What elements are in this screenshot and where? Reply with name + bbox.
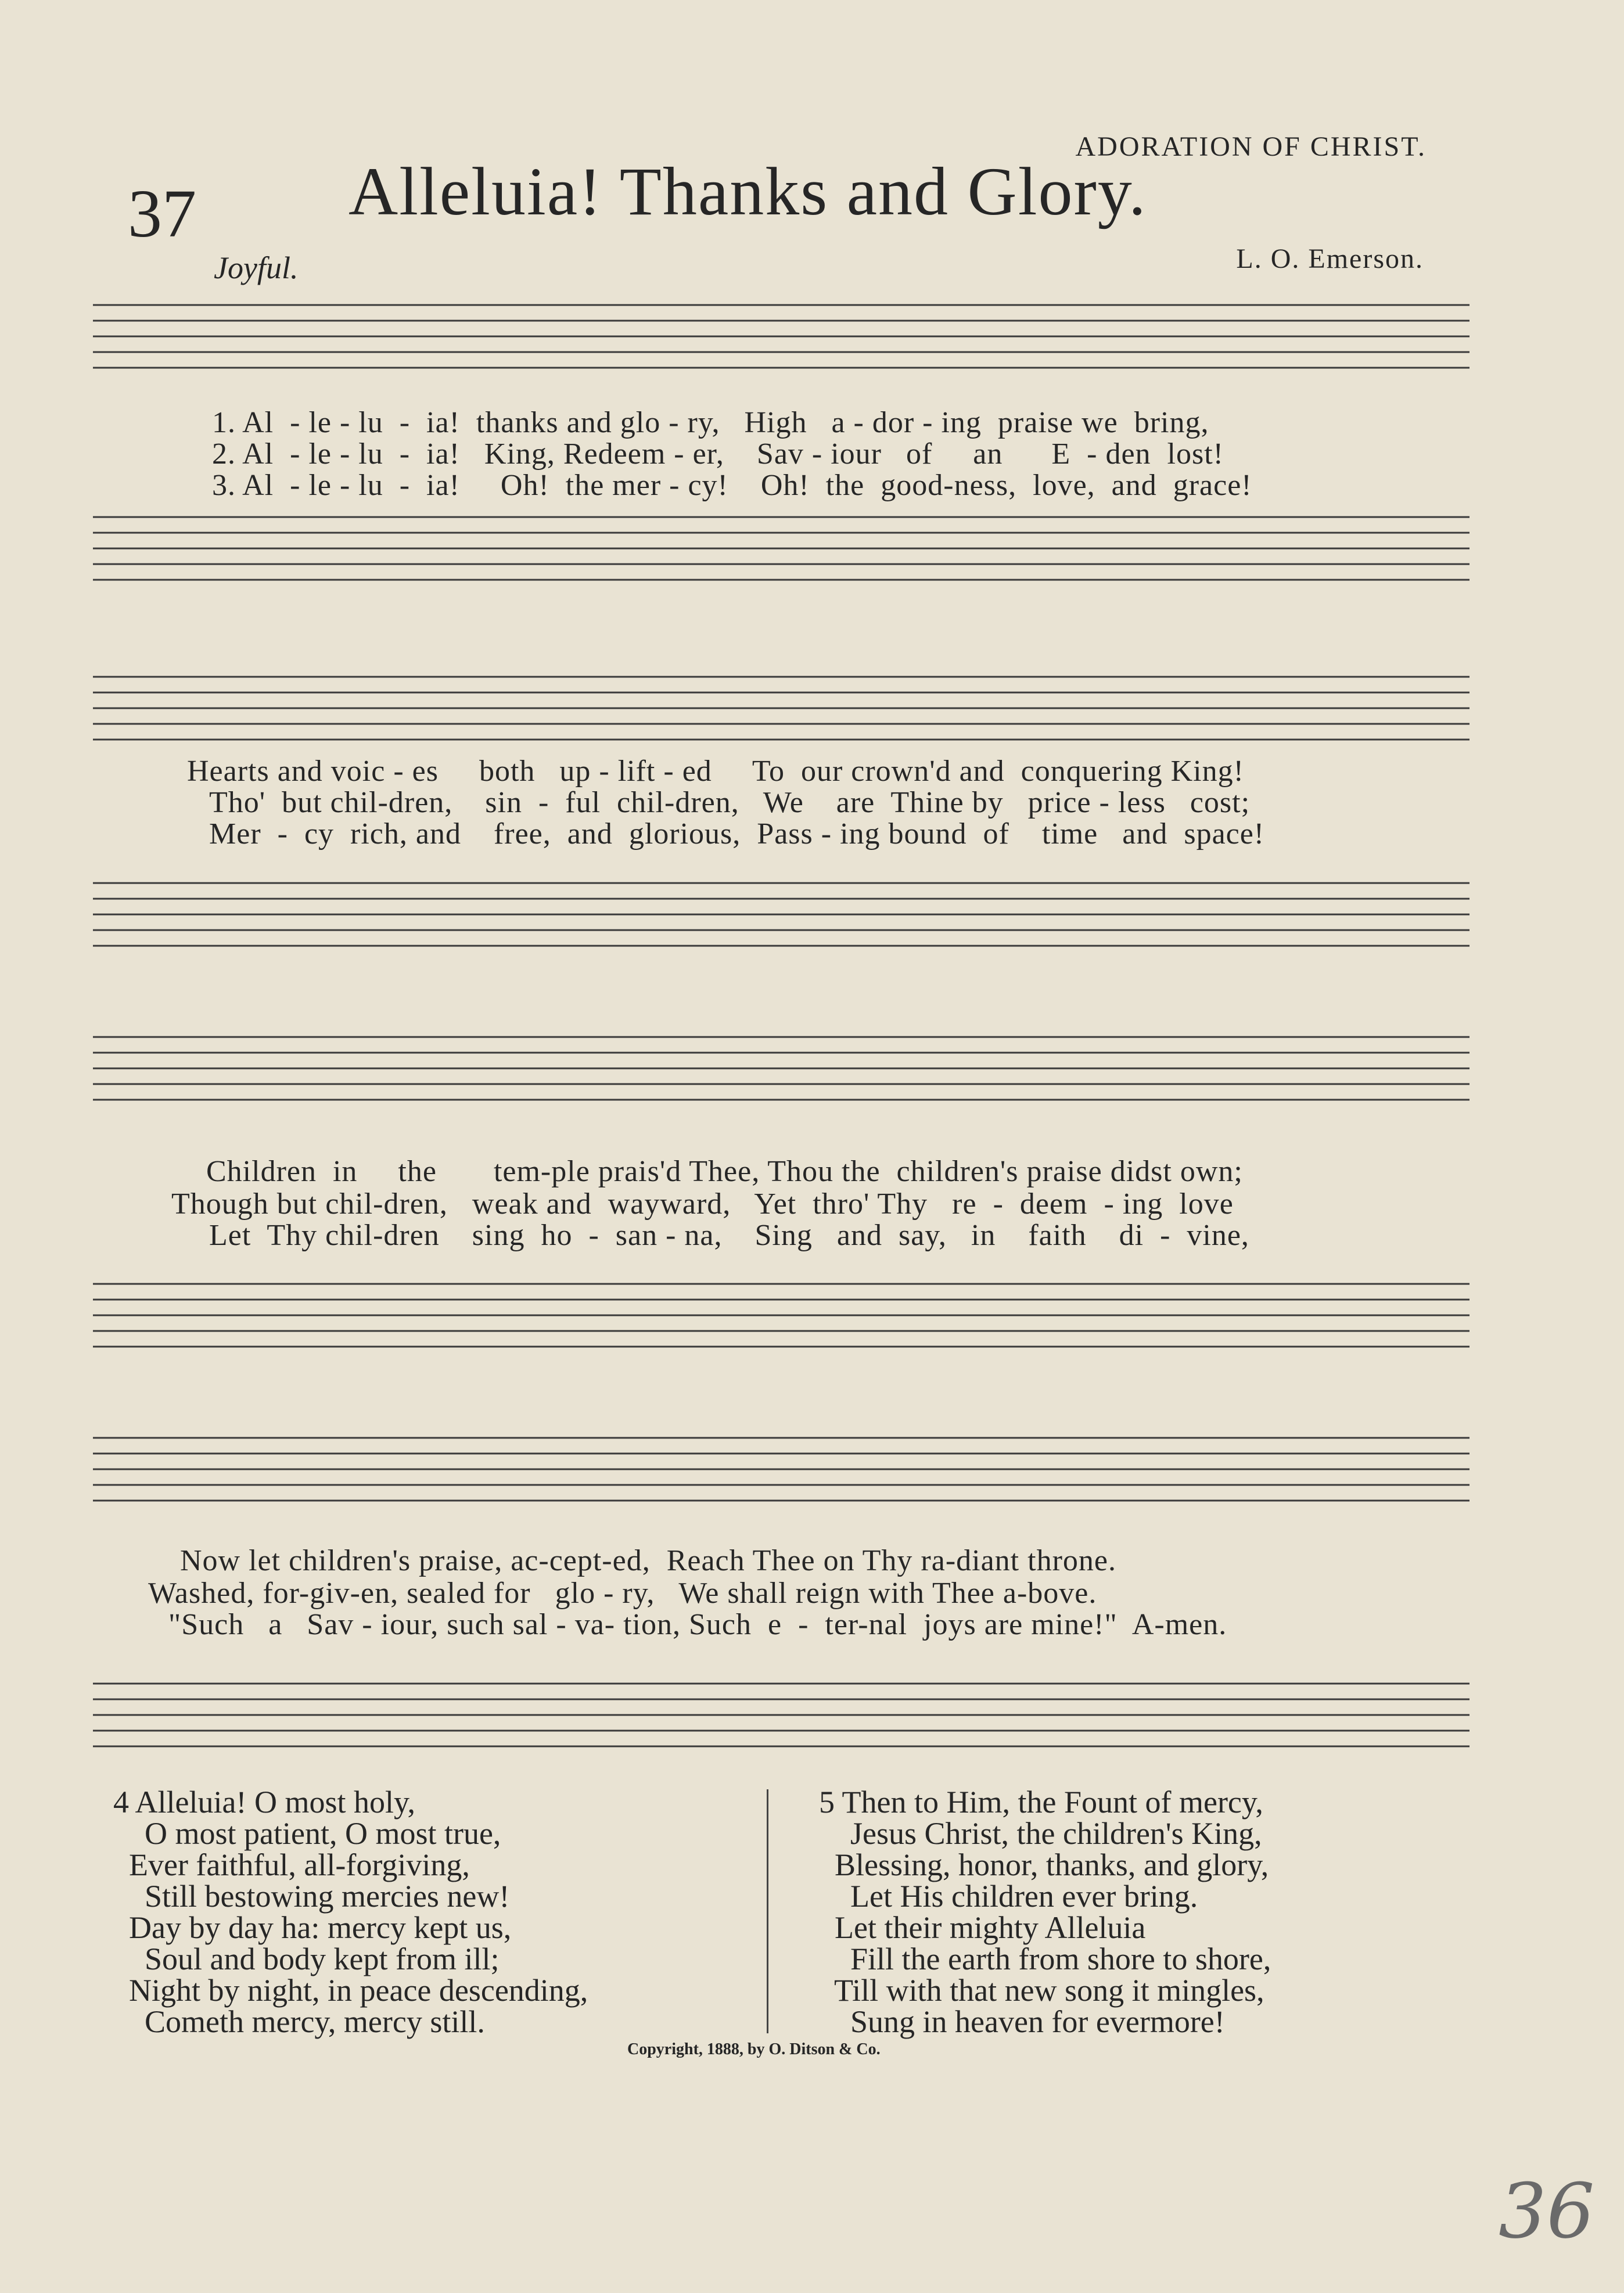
lyric-line: 1. Al - le - lu - ia! thanks and glo - ry, High a - dor - ing praise we bring, — [212, 406, 1209, 439]
verse-line: Sung in heaven for evermore! — [819, 2004, 1225, 2039]
treble-staff — [93, 671, 1469, 747]
lyric-line: 3. Al - le - lu - ia! Oh! the mer - cy! Oh! the good-ness, love, and grace! — [212, 469, 1252, 502]
treble-staff — [93, 1031, 1469, 1107]
verse-line: Let His children ever bring. — [819, 1879, 1198, 1914]
verse-line: Blessing, honor, thanks, and glory, — [819, 1847, 1269, 1882]
copyright-notice: Copyright, 1888, by O. Ditson & Co. — [627, 2040, 881, 2058]
verse-line: 4 Alleluia! O most holy, — [113, 1785, 415, 1820]
verse-line: Still bestowing mercies new! — [113, 1879, 510, 1914]
handwritten-page-number: 36 — [1499, 2167, 1595, 2255]
treble-staff — [93, 299, 1469, 375]
lyric-line: Though but chil-dren, weak and wayward, Yet thro' Thy re - deem - ing love — [171, 1187, 1234, 1221]
lyric-line: Hearts and voic - es both up - lift - ed To our crown'd and conquering King! — [187, 755, 1244, 788]
verse-line: Ever faithful, all-forgiving, — [113, 1847, 470, 1882]
lyric-line: "Such a Sav - iour, such sal - va- tion, Such e - ter-nal joys are mine!" A-men. — [168, 1608, 1227, 1641]
hymn-number: 37 — [128, 175, 196, 252]
lyric-line: 2. Al - le - lu - ia! King, Redeem - er, Sav - iour of an E - den lost! — [212, 437, 1224, 471]
tempo-marking: Joyful. — [214, 250, 299, 285]
verse-line: Jesus Christ, the children's King, — [819, 1816, 1262, 1851]
bass-staff — [93, 511, 1469, 587]
verse-5 — [819, 1786, 1271, 2037]
verse-line: Soul and body kept from ill; — [113, 1942, 500, 1976]
verse-line: Let their mighty Alleluia — [819, 1910, 1146, 1945]
verse-line: Day by day ha: mercy kept us, — [113, 1910, 512, 1945]
lyric-line: Now let children's praise, ac-cept-ed, Reach Thee on Thy ra-diant throne. — [180, 1544, 1116, 1577]
verse-line: Till with that new song it mingles, — [819, 1973, 1264, 2008]
verse-line: O most patient, O most true, — [113, 1816, 501, 1851]
verse-line: Fill the earth from shore to shore, — [819, 1942, 1271, 1976]
bass-staff — [93, 1278, 1469, 1354]
composer-credit: L. O. Emerson. — [1236, 243, 1424, 274]
verse-line: Night by night, in peace descending, — [113, 1973, 588, 2008]
lyric-line: Children in the tem-ple prais'd Thee, Thou the children's praise didst own; — [206, 1155, 1243, 1188]
verse-4 — [113, 1786, 588, 2037]
bass-staff — [93, 1678, 1469, 1753]
lyric-line: Let Thy chil-dren sing ho - san - na, Sing and say, in faith di - vine, — [209, 1219, 1249, 1252]
treble-staff — [93, 1432, 1469, 1508]
verse-line: Cometh mercy, mercy still. — [113, 2004, 485, 2039]
verse-line: 5 Then to Him, the Fount of mercy, — [819, 1785, 1263, 1820]
category-heading: ADORATION OF CHRIST. — [1075, 131, 1427, 162]
lyric-line: Mer - cy rich, and free, and glorious, Pass - ing bound of time and space! — [209, 817, 1265, 851]
verse-divider — [767, 1789, 768, 2033]
lyric-line: Tho' but chil-dren, sin - ful chil-dren, We are Thine by price - less cost; — [209, 786, 1251, 819]
bass-staff — [93, 877, 1469, 953]
lyric-line: Washed, for-giv-en, sealed for glo - ry, We shall reign with Thee a-bove. — [148, 1577, 1097, 1610]
hymn-title: Alleluia! Thanks and Glory. — [348, 153, 1147, 229]
